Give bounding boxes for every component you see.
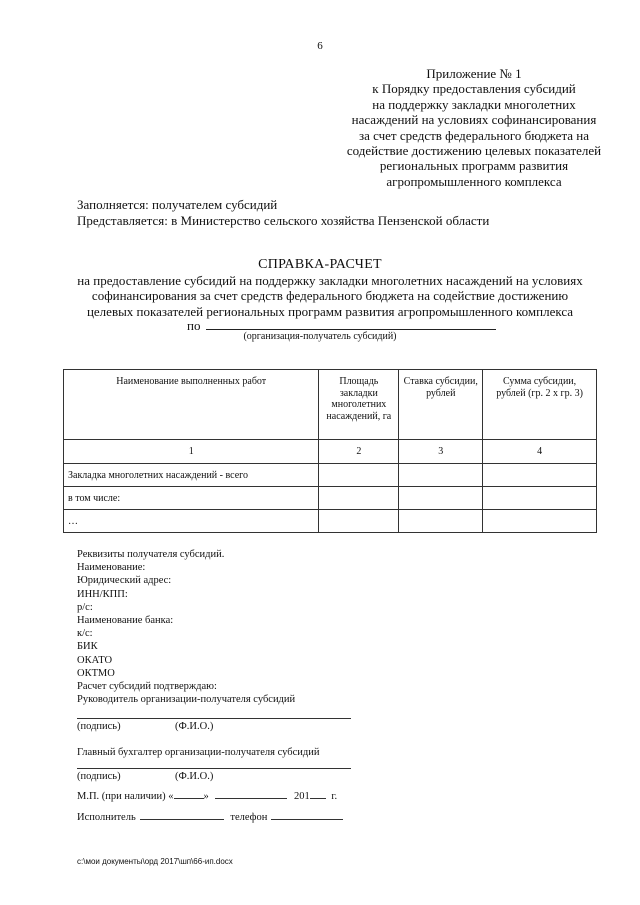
requisite-line: р/с: bbox=[77, 601, 93, 613]
requisite-line: Руководитель организации-получателя субсидий bbox=[77, 694, 296, 706]
table-cell[interactable] bbox=[319, 464, 399, 487]
stamp-label: М.П. (при наличии) « bbox=[77, 791, 174, 802]
appendix-line: к Порядку предоставления субсидий bbox=[372, 81, 576, 97]
table-row bbox=[64, 510, 597, 533]
requisite-line: БИК bbox=[77, 641, 98, 653]
header-area: Площадь закладки многолетних насаждений, га bbox=[319, 370, 399, 440]
requisite-line: Наименование банка: bbox=[77, 615, 174, 627]
requisite-line: Реквизиты получателя субсидий. bbox=[77, 549, 225, 560]
appendix-line: содействие достижению целевых показателей bbox=[346, 143, 602, 159]
date-day-blank[interactable] bbox=[174, 790, 204, 799]
table-cell[interactable] bbox=[483, 464, 597, 487]
requisite-line: к/с: bbox=[77, 628, 93, 640]
requisite-line: ОКТМО bbox=[77, 667, 115, 679]
document-title: СПРАВКА-РАСЧЕТ bbox=[258, 257, 382, 272]
year-suffix: г. bbox=[331, 791, 338, 802]
table-cell[interactable] bbox=[399, 487, 483, 510]
appendix-line: насаждений на условиях софинансирования bbox=[351, 112, 597, 128]
date-quote-close: » bbox=[203, 791, 209, 802]
phone-label: телефон bbox=[230, 812, 268, 823]
table-cell[interactable] bbox=[319, 510, 399, 533]
table-cell[interactable] bbox=[483, 487, 597, 510]
director-name-caption: (Ф.И.О.) bbox=[175, 721, 214, 732]
header-rate: Ставка субсидии, рублей bbox=[399, 370, 483, 440]
appendix-line: агропромышленного комплекса bbox=[386, 173, 562, 189]
year-prefix: 201 bbox=[294, 791, 310, 802]
table-cell: в том числе: bbox=[64, 487, 319, 510]
director-signature-caption: (подпись) bbox=[77, 721, 121, 732]
column-number: 4 bbox=[483, 440, 597, 464]
presenter-note: Представляется: в Министерство сельского хозяйства Пензенской области bbox=[77, 213, 490, 228]
header-works: Наименование выполненных работ bbox=[64, 370, 319, 440]
po-label: по bbox=[187, 318, 201, 333]
document-subtitle bbox=[70, 273, 590, 319]
subtitle-line: на предоставление субсидий на поддержку закладки многолетних насаждений на условиях bbox=[77, 273, 583, 288]
calculation-table bbox=[63, 369, 597, 533]
executor-label: Исполнитель bbox=[77, 812, 136, 823]
appendix-header bbox=[326, 66, 622, 189]
table-cell[interactable] bbox=[399, 464, 483, 487]
footer-file-path: c:\мои документы\орд 2017\шп\66-ип.docx bbox=[77, 857, 233, 866]
requisite-line: ОКАТО bbox=[77, 654, 113, 666]
page-number: 6 bbox=[317, 40, 323, 52]
table-cell[interactable] bbox=[319, 487, 399, 510]
accountant-signature-caption: (подпись) bbox=[77, 771, 121, 782]
organization-caption: (организация-получатель субсидий) bbox=[243, 331, 397, 342]
table-cell: Закладка многолетних насаждений - всего bbox=[64, 464, 319, 487]
date-year-blank[interactable] bbox=[310, 790, 326, 799]
phone-blank[interactable] bbox=[271, 811, 343, 820]
recipient-requisites bbox=[77, 548, 295, 706]
executor-blank[interactable] bbox=[140, 811, 224, 820]
organization-blank[interactable] bbox=[206, 320, 496, 330]
requisite-line: Наименование: bbox=[77, 562, 146, 574]
appendix-line: за счет средств федерального бюджета на bbox=[358, 127, 590, 143]
subtitle-line: целевых показателей региональных программ развития агропромышленного комплекса bbox=[86, 303, 574, 319]
table-row bbox=[64, 464, 597, 487]
appendix-line: Приложение № 1 bbox=[426, 66, 522, 81]
requisite-line: ИНН/КПП: bbox=[77, 588, 128, 600]
filler-note: Заполняется: получателем субсидий bbox=[77, 197, 278, 212]
column-number: 1 bbox=[64, 440, 319, 464]
table-header-row bbox=[64, 370, 597, 440]
table-cell[interactable] bbox=[399, 510, 483, 533]
accountant-signature-line[interactable] bbox=[77, 768, 351, 769]
column-number: 3 bbox=[399, 440, 483, 464]
table-row bbox=[64, 487, 597, 510]
column-number-row bbox=[64, 440, 597, 464]
column-number: 2 bbox=[319, 440, 399, 464]
director-signature-line[interactable] bbox=[77, 718, 351, 719]
date-month-blank[interactable] bbox=[215, 790, 287, 799]
subtitle-line: софинансирования за счет средств федерального бюджета на содействие достижению bbox=[91, 288, 569, 304]
appendix-line: на поддержку закладки многолетних bbox=[372, 96, 576, 112]
appendix-line: региональных программ развития bbox=[379, 158, 569, 174]
header-sum: Сумма субсидии, рублей (гр. 2 х гр. 3) bbox=[483, 370, 597, 440]
executor-line bbox=[77, 811, 343, 823]
table-cell: … bbox=[64, 510, 319, 533]
requisite-line: Расчет субсидий подтверждаю: bbox=[77, 681, 217, 693]
chief-accountant-label: Главный бухгалтер организации-получателя субсидий bbox=[77, 747, 320, 758]
accountant-name-caption: (Ф.И.О.) bbox=[175, 771, 214, 782]
requisite-line: Юридический адрес: bbox=[77, 575, 172, 587]
stamp-date-line bbox=[77, 790, 337, 802]
table-cell[interactable] bbox=[483, 510, 597, 533]
